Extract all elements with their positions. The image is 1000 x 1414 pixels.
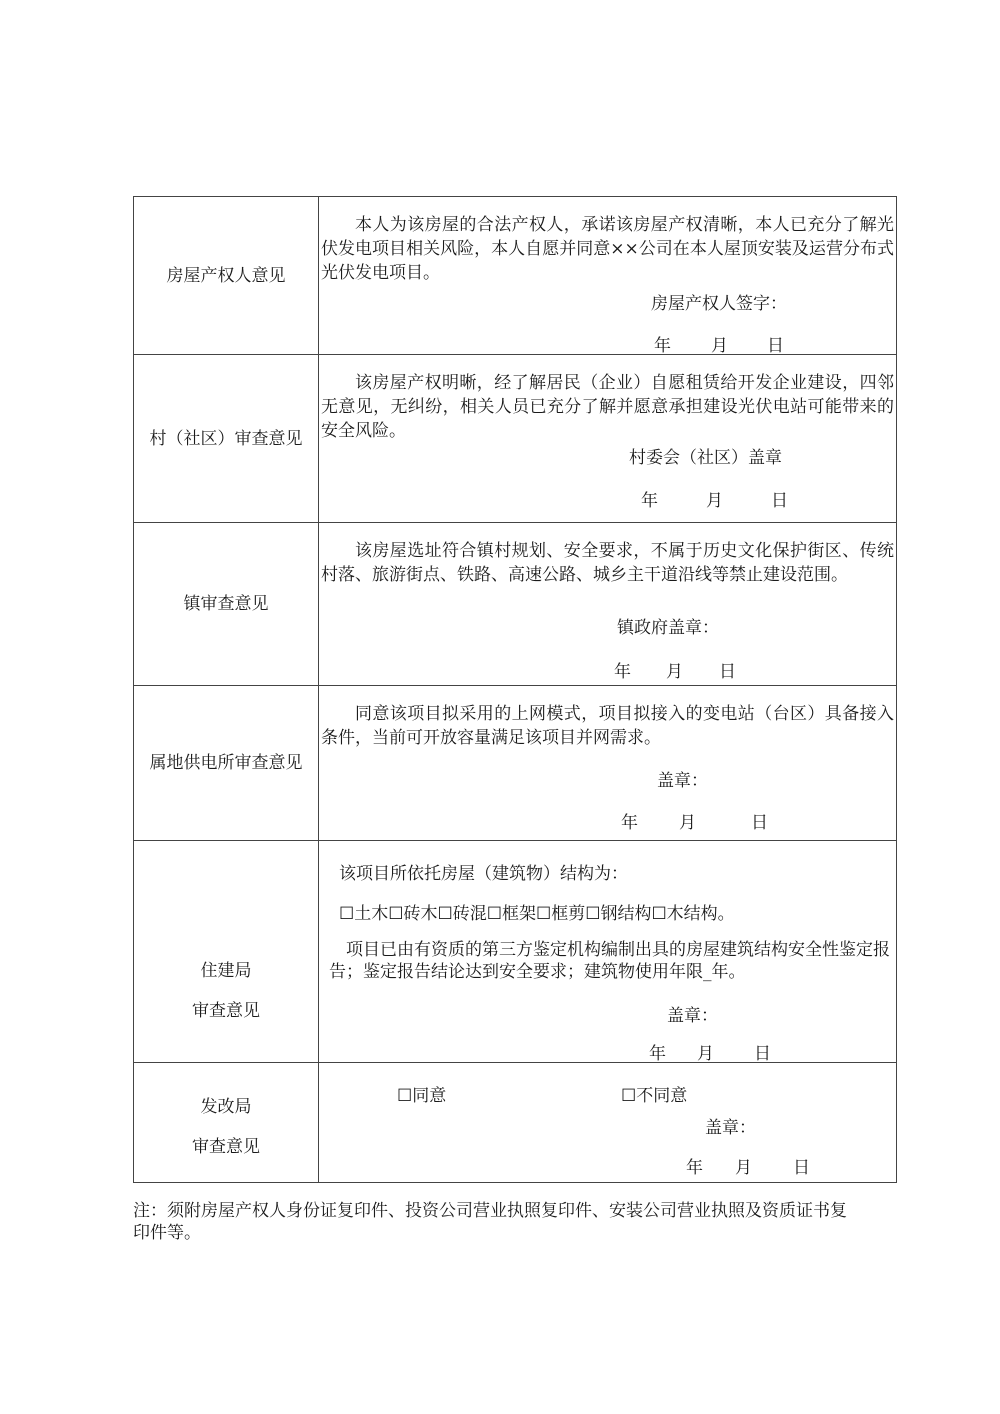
date-day: 日 <box>751 813 768 833</box>
development-stamp-label: 盖章： <box>705 1118 756 1138</box>
disagree-checkbox[interactable]: ☐不同意 <box>621 1086 688 1106</box>
label-line-1: 发改局 <box>200 1096 252 1117</box>
label-line-2: 审查意见 <box>192 1136 260 1157</box>
date-month: 月 <box>697 1044 714 1064</box>
date-month: 月 <box>735 1158 752 1178</box>
date-month: 月 <box>679 813 696 833</box>
structure-intro: 该项目所依托房屋（建筑物）结构为： <box>339 864 628 884</box>
agree-checkbox[interactable]: ☐同意 <box>397 1086 447 1106</box>
owner-signature-label: 房屋产权人签字： <box>651 294 787 314</box>
label-owner-opinion: 房屋产权人意见 <box>134 197 319 355</box>
owner-opinion-text: 本人为该房屋的合法产权人，承诺该房屋产权清晰，本人已充分了解光伏发电项目相关风险，本人自愿并同意××公司在本人屋顶安装及运营分布式光伏发电项目。 <box>321 215 894 283</box>
date-day: 日 <box>771 491 788 511</box>
row-power-supply-review <box>134 686 897 841</box>
date-month: 月 <box>706 491 723 511</box>
date-day: 日 <box>719 662 736 682</box>
row-town-review <box>134 523 897 686</box>
date-year: 年 <box>641 491 658 511</box>
date-day: 日 <box>754 1044 771 1064</box>
owner-opinion-content <box>319 197 897 355</box>
label-housing-bureau-review <box>134 841 319 1063</box>
power-supply-review-content <box>319 686 897 841</box>
label-town-review: 镇审查意见 <box>134 523 319 686</box>
label-power-supply-review: 属地供电所审查意见 <box>134 686 319 841</box>
development-bureau-review-content <box>319 1063 897 1183</box>
date-day: 日 <box>767 336 784 356</box>
date-month: 月 <box>711 336 728 356</box>
town-review-content <box>319 523 897 686</box>
label-village-review: 村（社区）审查意见 <box>134 355 319 523</box>
label-line-2: 审查意见 <box>192 1000 260 1021</box>
row-development-bureau-review <box>134 1063 897 1183</box>
date-year: 年 <box>654 336 671 356</box>
housing-bureau-review-content <box>319 841 897 1063</box>
label-line-1: 住建局 <box>200 960 252 981</box>
housing-stamp-label: 盖章： <box>667 1006 718 1026</box>
date-year: 年 <box>614 662 631 682</box>
village-review-text: 该房屋产权明晰，经了解居民（企业）自愿租赁给开发企业建设，四邻无意见，无纠纷，相关人员已充分了解并愿意承担建设光伏电站可能带来的安全风险。 <box>321 373 894 441</box>
date-year: 年 <box>649 1044 666 1064</box>
power-stamp-label: 盖章： <box>657 771 708 791</box>
structure-options: ☐土木☐砖木☐砖混☐框架☐框剪☐钢结构☐木结构。 <box>339 904 735 924</box>
town-stamp-label: 镇政府盖章： <box>617 618 719 638</box>
approval-form-table <box>133 196 897 1183</box>
village-stamp-label: 村委会（社区）盖章 <box>629 448 782 468</box>
attachment-note: 注：须附房屋产权人身份证复印件、投资公司营业执照复印件、安装公司营业执照及资质证书复印件等。 <box>133 1201 847 1243</box>
appraisal-text: 项目已由有资质的第三方鉴定机构编制出具的房屋建筑结构安全性鉴定报告；鉴定报告结论达到安全要求；建筑物使用年限_年。 <box>329 940 890 982</box>
village-review-content <box>319 355 897 523</box>
label-development-bureau-review <box>134 1063 319 1183</box>
date-year: 年 <box>621 813 638 833</box>
date-year: 年 <box>686 1158 703 1178</box>
date-day: 日 <box>793 1158 810 1178</box>
date-month: 月 <box>666 662 683 682</box>
row-housing-bureau-review <box>134 841 897 1063</box>
power-supply-review-text: 同意该项目拟采用的上网模式，项目拟接入的变电站（台区）具备接入条件，当前可开放容量满足该项目并网需求。 <box>321 704 894 748</box>
town-review-text: 该房屋选址符合镇村规划、安全要求，不属于历史文化保护街区、传统村落、旅游街点、铁路、高速公路、城乡主干道沿线等禁止建设范围。 <box>321 541 894 585</box>
row-owner-opinion <box>134 197 897 355</box>
row-village-review <box>134 355 897 523</box>
